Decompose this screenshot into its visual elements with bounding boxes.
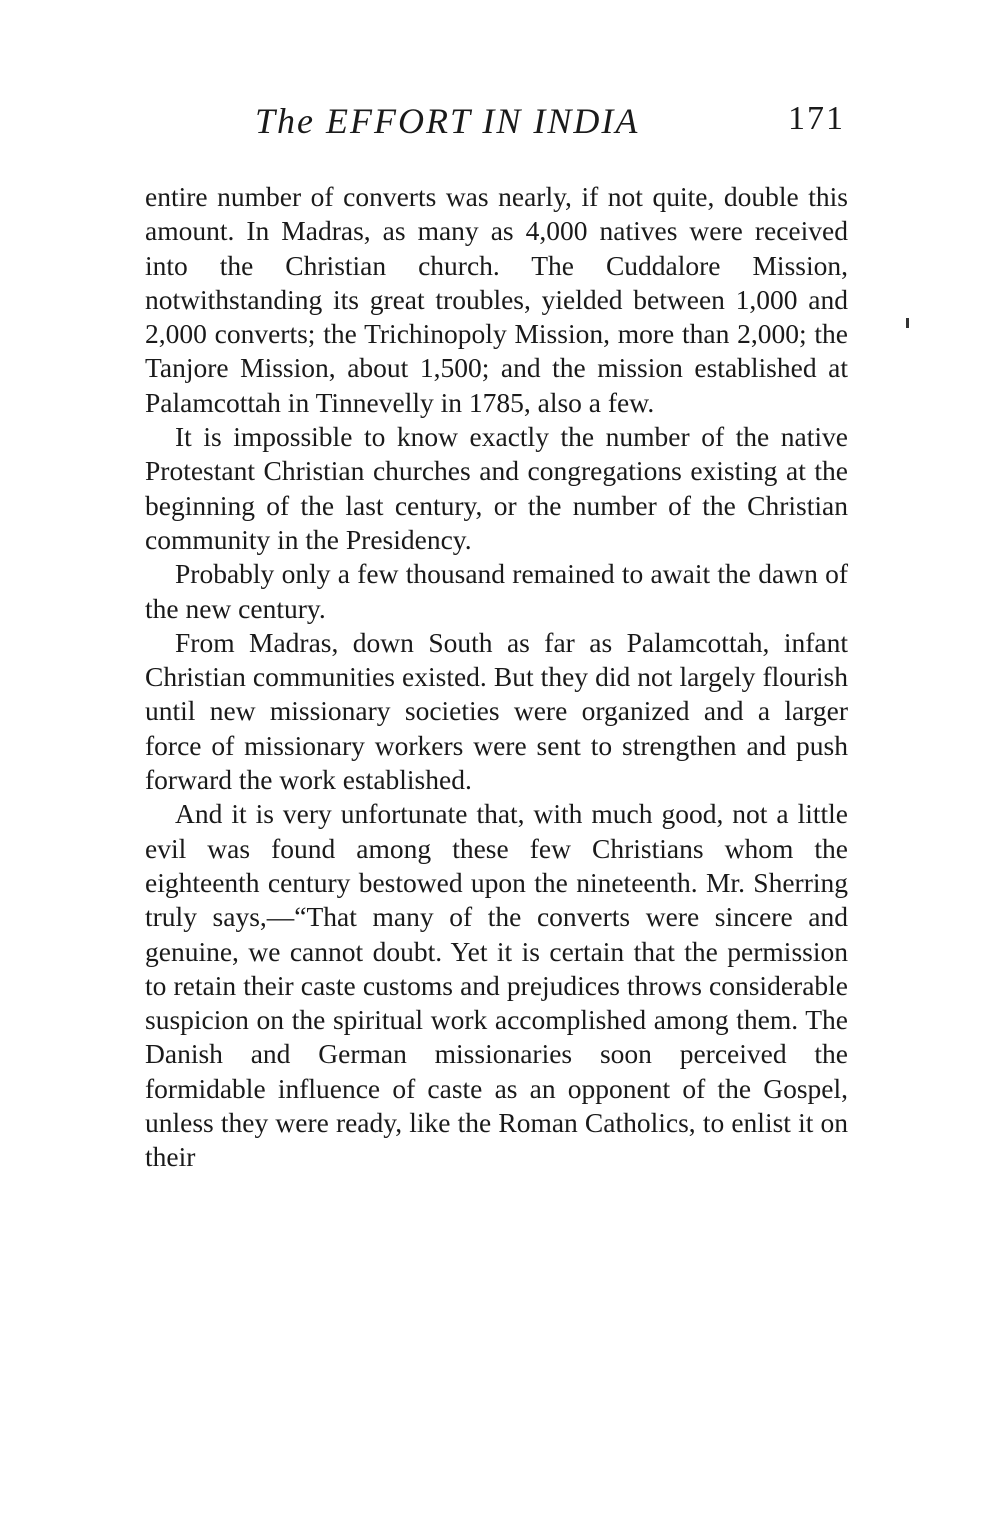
paragraph-3: Probably only a few thousand remained to await the dawn of the new century. (145, 558, 848, 624)
running-head (145, 100, 850, 152)
running-title: The EFFORT IN INDIA (255, 101, 640, 141)
body-text (145, 180, 848, 1175)
page-number: 171 (788, 100, 845, 137)
paragraph-1: entire number of converts was nearly, if not quite, double this amount. In Madras, as many as 4,000 natives were received into the Christian church. The Cuddalore Mission, notwithstanding its great troubles, yielded between 1,000 and 2,000 converts; the Trichinopoly Mission, more than 2,000; the Tanjore Mission, about 1,500; and the mission established at Palamcottah in Tinnevelly in 1785, also a few. (145, 181, 848, 418)
paragraph-5: And it is very unfortunate that, with much good, not a little evil was found among these few Christians whom the eighteenth century bestowed upon the nineteenth. Mr. Sherring truly says,—“That many of the converts were sincere and genuine, we cannot doubt. Yet it is certain that the permission to retain their caste customs and prejudices throws considerable suspicion on the spiritual work accomplished among them. The Danish and German missionaries soon perceived the formidable influence of caste as an opponent of the Gospel, unless they were ready, like the Roman Catholics, to enlist it on their (145, 798, 848, 1173)
margin-mark (906, 318, 909, 328)
paragraph-2: It is impossible to know exactly the number of the native Protestant Christian churches and congregations existing at the beginning of the last century, or the number of the Christian community in the Presidency. (145, 421, 848, 555)
paragraph-4: From Madras, down South as far as Palamcottah, infant Christian communities existed. But they did not largely flourish until new missionary societies were organized and a larger force of missionary workers were sent to strengthen and push forward the work established. (145, 626, 848, 796)
